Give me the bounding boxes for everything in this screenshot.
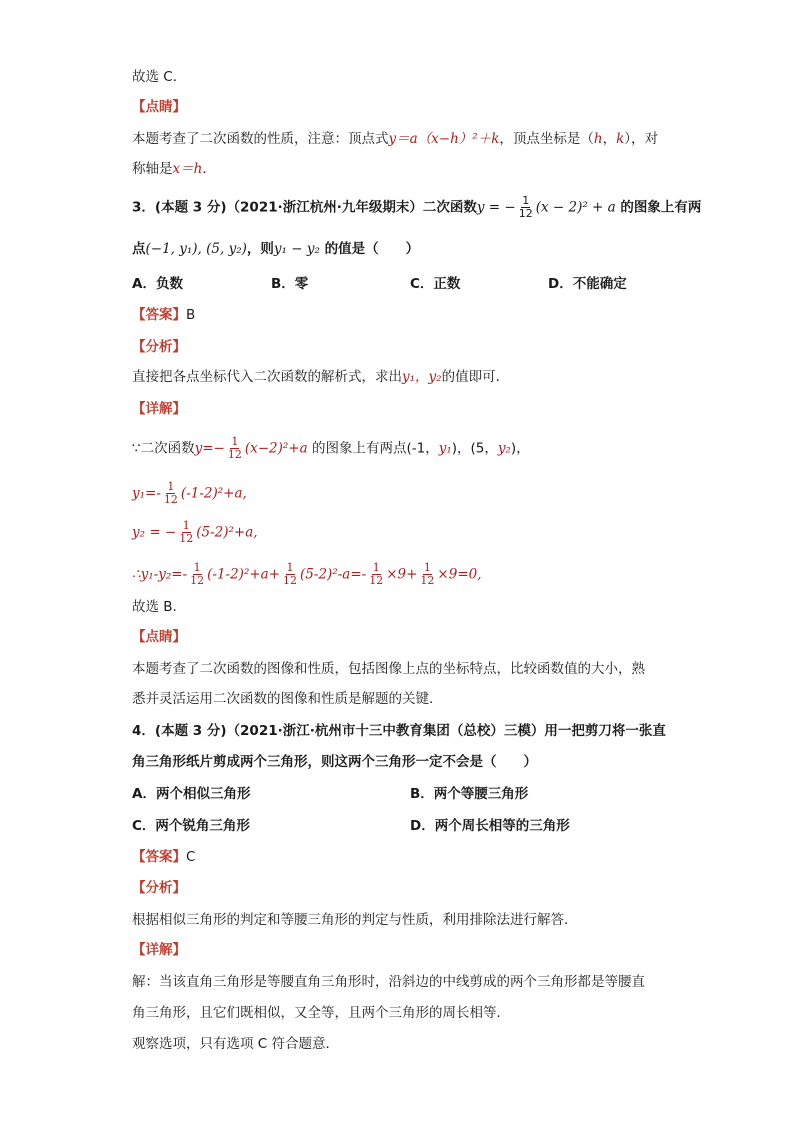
q3-d4-den3: 12 xyxy=(369,574,384,587)
q4-detail-1: 解：当该直角三角形是等腰直角三角形时，沿斜边的中线剪成的两个三角形都是等腰直 xyxy=(132,974,645,990)
q3-analysis-text xyxy=(132,368,500,386)
q3-d1-mid2: )，(5， xyxy=(451,440,498,457)
q3-d2-num: 1 xyxy=(167,480,175,493)
q3-d3-lhs: y₂ = − xyxy=(132,524,177,541)
q4-stem-2: 角三角形纸片剪成两个三角形，则这两个三角形一定不会是（ ） xyxy=(132,754,537,770)
q4-option-d: D．两个周长相等的三角形 xyxy=(410,818,570,834)
q3-d1-num: 1 xyxy=(231,435,239,448)
q3-option-b: B．零 xyxy=(271,276,309,292)
q3-d4-mid3: ×9+ xyxy=(386,566,418,583)
q3-answer: B xyxy=(186,307,196,323)
q2-answer-line: 故选 C． xyxy=(132,69,187,85)
q3-stem-line2 xyxy=(132,240,419,258)
q3-d3-den: 12 xyxy=(179,532,194,545)
q3-d1-prefix: ∵二次函数 xyxy=(132,440,195,457)
q4-answer-line xyxy=(132,848,195,866)
q3-func-rhs: (x − 2)² + a xyxy=(535,199,616,216)
q3-d1-rhs: (x−2)²+a xyxy=(244,440,308,457)
q2-dianjing-label: 【点睛】 xyxy=(132,99,186,115)
q2-axis-line xyxy=(132,160,216,178)
q3-d4-den1: 12 xyxy=(190,574,205,587)
q3-option-d: D．不能确定 xyxy=(548,276,627,292)
q3-d4-den2: 12 xyxy=(283,574,298,587)
q2-axis-end: ． xyxy=(202,161,216,177)
q3-dianjing-2: 悉并灵活运用二次函数的图像和性质是解题的关键. xyxy=(132,691,434,707)
q3-detail-label: 【详解】 xyxy=(132,401,186,417)
q3-detail-2 xyxy=(132,481,247,506)
q3-detail-4 xyxy=(132,562,482,587)
q3-d1-lhs: y=− xyxy=(194,440,225,457)
q3-d3-num: 1 xyxy=(182,519,190,532)
q3-d4-num3: 1 xyxy=(372,561,380,574)
q3-choose: 故选 B. xyxy=(132,599,177,615)
q3-line2-suffix: 的值是（ ） xyxy=(319,241,420,257)
q3-d3-frac xyxy=(178,520,194,545)
q3-analysis-label: 【分析】 xyxy=(132,339,186,355)
q3-d1-y1: y₁ xyxy=(438,440,452,457)
q3-option-c: C．正数 xyxy=(410,276,461,292)
q3-answer-line xyxy=(132,306,195,324)
q3-d2-den: 12 xyxy=(163,493,178,506)
q4-detail-3: 观察选项，只有选项 C 符合题意． xyxy=(132,1036,340,1052)
q4-detail-label: 【详解】 xyxy=(132,942,186,958)
q4-answer-label: 【答案】 xyxy=(132,849,186,865)
q2-comma: ， xyxy=(602,131,617,147)
q4-stem-1: 4．(本题 3 分)（2021·浙江·杭州市十三中教育集团（总校）三模）用一把剪刀将一张直 xyxy=(132,723,666,739)
q3-func-frac xyxy=(518,195,534,220)
q4-analysis: 根据相似三角形的判定和等腰三角形的判定与性质，利用排除法进行解答． xyxy=(132,912,578,928)
q3-detail-3 xyxy=(132,520,258,545)
q3-d4-frac3 xyxy=(368,562,384,587)
q3-d2-lhs: y₁=- xyxy=(132,485,161,502)
q3-d4-den4: 12 xyxy=(420,574,435,587)
q4-option-c: C．两个锐角三角形 xyxy=(132,818,250,834)
q3-func-den: 12 xyxy=(518,207,533,220)
q3-d3-rhs: (5-2)²+a, xyxy=(196,524,258,541)
q3-d4-num4: 1 xyxy=(423,561,431,574)
q2-dianjing-mid: ，顶点坐标是（ xyxy=(499,131,594,147)
q3-stem-suffix: 的图象上有两 xyxy=(615,199,702,216)
q3-option-a: A．负数 xyxy=(132,276,183,292)
q2-dianjing-text xyxy=(132,130,658,148)
q3-points: (−1, y₁), (5, y₂) xyxy=(145,241,247,257)
q3-d1-end: )， xyxy=(510,440,530,457)
q2-dianjing-prefix: 本题考查了二次函数的性质，注意：顶点式 xyxy=(132,131,389,147)
q3-line2-mid: ，则 xyxy=(246,241,274,257)
q3-d4-mid2: (5-2)²-a=- xyxy=(300,566,367,583)
q3-d4-lhs: ∴y₁-y₂=- xyxy=(132,566,188,583)
q2-dianjing-after: ），对 xyxy=(624,131,659,147)
q3-d4-mid1: (-1-2)²+a+ xyxy=(207,566,281,583)
q3-answer-label: 【答案】 xyxy=(132,307,186,323)
q3-analysis-vars: y₁，y₂ xyxy=(402,369,442,385)
q3-diff: y₁ − y₂ xyxy=(273,241,320,257)
q3-d4-frac1 xyxy=(189,562,205,587)
q2-axis: x＝h xyxy=(172,161,203,177)
q3-stem-prefix: 3．(本题 3 分)（2021·浙江杭州·九年级期末）二次函数 xyxy=(132,199,477,216)
q3-d4-frac4 xyxy=(419,562,435,587)
q3-d2-frac xyxy=(163,481,179,506)
q3-stem-line1 xyxy=(132,195,701,220)
q3-d2-rhs: (-1-2)²+a, xyxy=(180,485,247,502)
q3-d4-frac2 xyxy=(282,562,298,587)
q3-d4-num2: 1 xyxy=(286,561,294,574)
q2-k: k xyxy=(616,131,625,147)
q4-analysis-label: 【分析】 xyxy=(132,880,186,896)
q3-d1-y2: y₂ xyxy=(497,440,511,457)
q4-answer: C xyxy=(186,849,196,865)
q3-analysis-suffix: 的值即可. xyxy=(441,369,500,385)
q3-dianjing-1: 本题考查了二次函数的图像和性质，包括图像上点的坐标特点，比较函数值的大小，熟 xyxy=(132,661,645,677)
q2-h: h xyxy=(593,131,603,147)
q3-d4-num1: 1 xyxy=(193,561,201,574)
q3-analysis-prefix: 直接把各点坐标代入二次函数的解析式，求出 xyxy=(132,369,402,385)
q2-vertex-form: y＝a（x−h）²＋k xyxy=(388,131,500,147)
q3-detail-1 xyxy=(132,436,530,461)
q3-func-num: 1 xyxy=(522,194,530,207)
q4-option-b: B．两个等腰三角形 xyxy=(410,786,529,802)
q3-d1-den: 12 xyxy=(227,448,242,461)
q4-option-a: A．两个相似三角形 xyxy=(132,786,251,802)
q3-dianjing-label: 【点睛】 xyxy=(132,629,186,645)
q2-axis-prefix: 称轴是 xyxy=(132,161,173,177)
q3-d1-mid: 的图象上有两点(-1， xyxy=(307,440,439,457)
q3-d1-frac xyxy=(227,436,243,461)
q3-d4-end: ×9=0, xyxy=(437,566,482,583)
q3-func-lhs: y = − xyxy=(476,199,516,216)
q3-line2-prefix: 点 xyxy=(132,241,146,257)
q4-detail-2: 角三角形，且它们既相似，又全等，且两个三角形的周长相等． xyxy=(132,1005,510,1021)
